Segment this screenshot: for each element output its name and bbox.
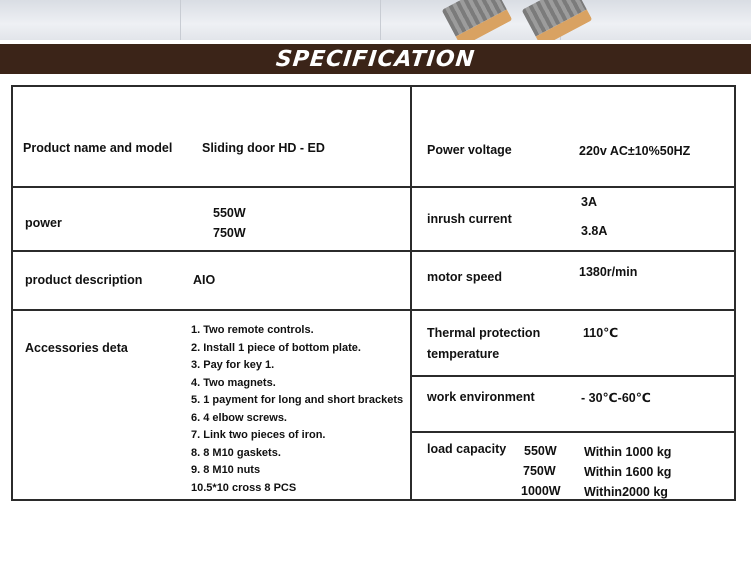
inrush-value: 3A <box>581 195 597 209</box>
speed-value: 1380r/min <box>579 265 638 279</box>
list-item: 2. Install 1 piece of bottom plate. <box>191 341 361 354</box>
voltage-value: 220v AC±10%50HZ <box>579 144 691 158</box>
load-label: load capacity <box>427 442 507 456</box>
environment-value: - 30℃-60℃ <box>581 391 651 405</box>
row-divider <box>13 250 410 252</box>
inrush-value: 3.8A <box>581 224 608 238</box>
list-item: 7. Link two pieces of iron. <box>191 429 326 441</box>
thermal-label: Thermal protection <box>427 326 541 340</box>
speed-label: motor speed <box>427 270 503 284</box>
door-panel <box>180 0 381 40</box>
inrush-label: inrush current <box>427 212 512 226</box>
description-label: product description <box>25 273 143 287</box>
banner-title: SPECIFICATION <box>274 46 477 72</box>
row-divider <box>13 186 410 188</box>
list-item: 4. Two magnets. <box>191 376 276 389</box>
list-item: 3. Pay for key 1. <box>191 359 275 371</box>
load-power: 550W <box>524 444 557 458</box>
row-divider <box>412 309 734 311</box>
list-item: 8. 8 M10 gaskets. <box>191 446 281 459</box>
row-divider <box>412 431 734 433</box>
load-power: 1000W <box>521 484 561 498</box>
load-capacity: Within2000 kg <box>584 485 668 499</box>
list-item: 6. 4 elbow screws. <box>191 411 287 424</box>
power-value: 550W <box>213 206 246 220</box>
voltage-label: Power voltage <box>427 143 512 157</box>
thermal-value: 110℃ <box>583 326 619 340</box>
power-label: power <box>25 216 62 230</box>
thermal-label: temperature <box>427 347 500 361</box>
environment-label: work environment <box>427 390 535 404</box>
specification-banner <box>0 44 751 74</box>
power-value: 750W <box>213 226 246 240</box>
list-item: 9. 8 M10 nuts <box>191 464 261 476</box>
description-value: AIO <box>193 273 216 287</box>
load-capacity: Within 1600 kg <box>584 465 672 479</box>
column-divider <box>410 87 412 499</box>
accessories-label: Accessories deta <box>25 341 128 355</box>
list-item: 10.5*10 cross 8 PCS <box>191 481 297 494</box>
row-divider <box>13 309 410 311</box>
accessories-list <box>191 322 403 497</box>
list-item: 1. Two remote controls. <box>191 324 314 336</box>
spec-table <box>11 85 736 501</box>
header-photo <box>0 0 751 40</box>
row-divider <box>412 375 734 377</box>
load-power: 750W <box>523 464 556 478</box>
door-panel <box>0 0 181 40</box>
list-item: 5. 1 payment for long and short brackets <box>191 394 404 406</box>
row-divider <box>412 186 734 188</box>
product-name-label: Product name and model <box>23 141 173 155</box>
load-capacity: Within 1000 kg <box>584 445 672 459</box>
product-name-value: Sliding door HD - ED <box>202 141 325 155</box>
row-divider <box>412 250 734 252</box>
